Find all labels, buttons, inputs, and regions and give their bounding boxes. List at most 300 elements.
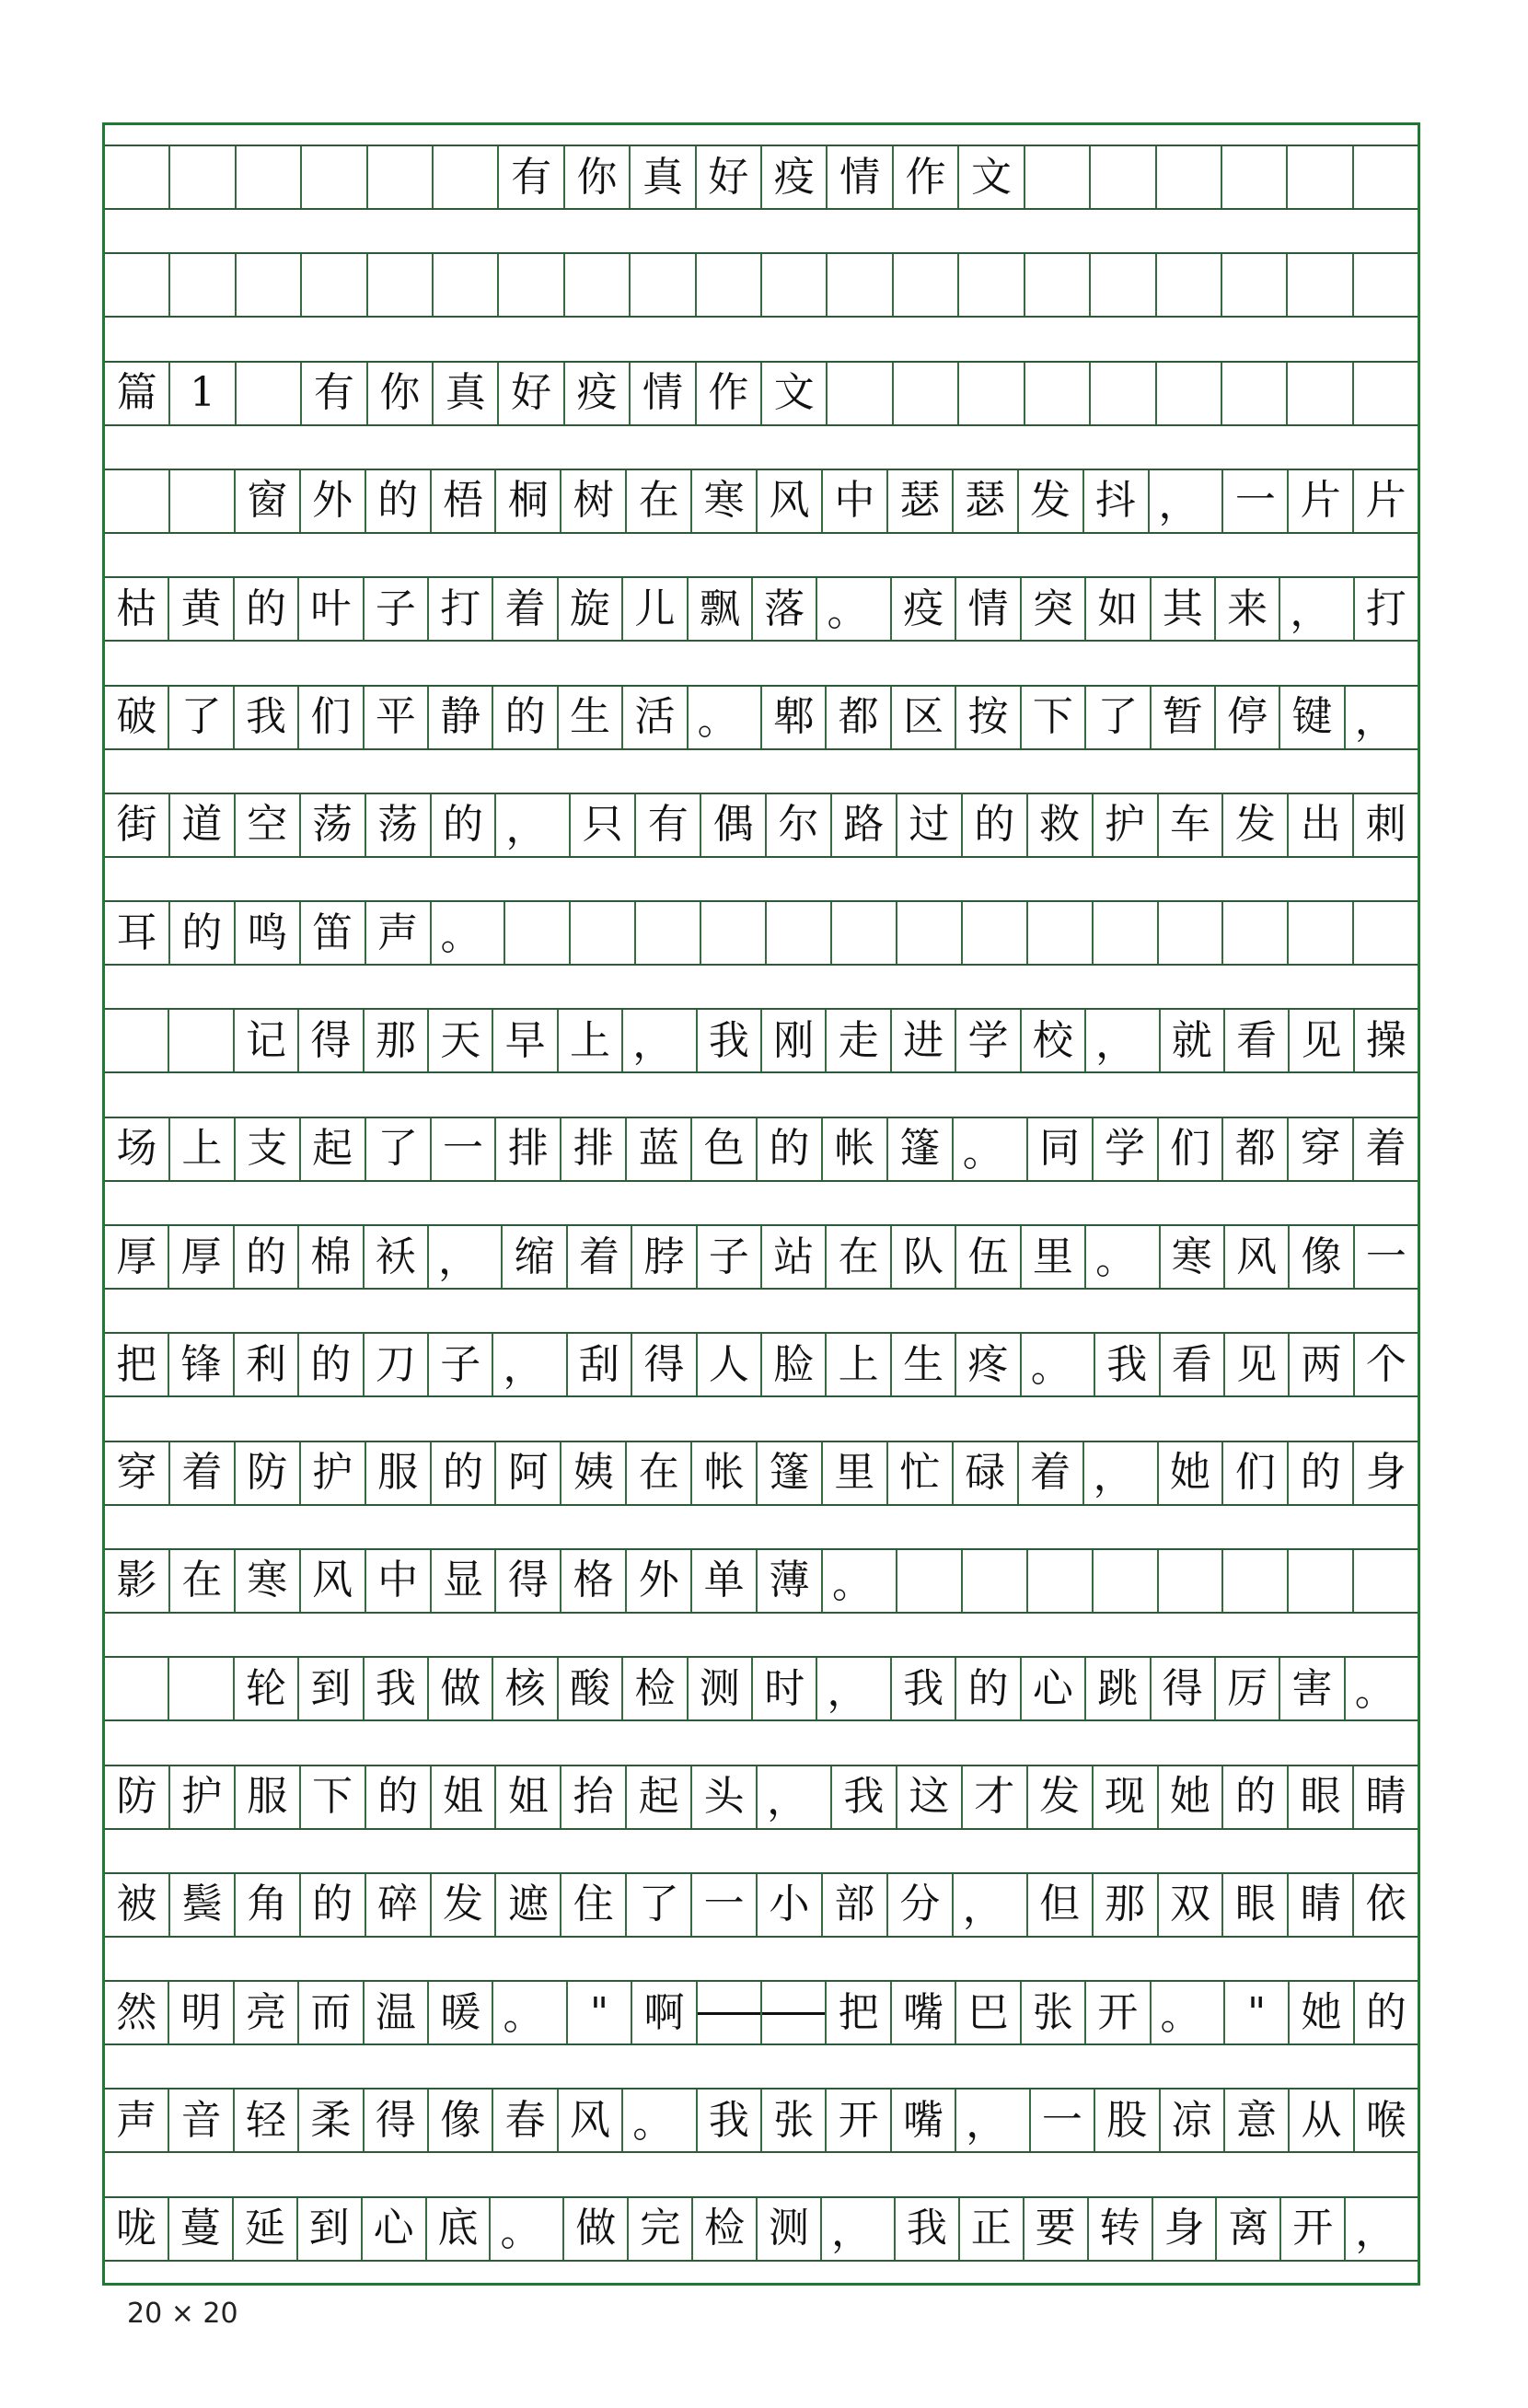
grid-cell: 张 — [760, 2090, 825, 2151]
grid-cell: 车 — [1157, 794, 1222, 856]
grid-cell: 声 — [365, 902, 430, 964]
grid-cell: 一 — [1353, 1226, 1418, 1288]
grid-cell: 。 — [1344, 1658, 1418, 1719]
grid-cell — [696, 1982, 760, 2043]
grid-cell: 都 — [1221, 1118, 1287, 1180]
grid-cell-empty — [1352, 1550, 1418, 1612]
grid-cell: 防 — [234, 1442, 299, 1504]
grid-cell: 梧 — [430, 470, 495, 532]
grid-cell: 按 — [955, 687, 1019, 748]
grid-cell: 阿 — [494, 1442, 560, 1504]
grid-cell: 的 — [233, 1226, 297, 1288]
grid-cell: 疼 — [955, 1334, 1019, 1395]
grid-cell: 显 — [430, 1550, 495, 1612]
grid-cell-empty — [1157, 1550, 1222, 1612]
grid-cell: 着 — [492, 578, 556, 640]
grid-cell: 场 — [116, 1125, 157, 1173]
grid-cell: 寒 — [690, 470, 756, 532]
grid-cell-empty — [569, 902, 634, 964]
grid-cell: 眼 — [1287, 1766, 1352, 1828]
grid-cell-empty — [168, 254, 234, 316]
grid-cell: 轮 — [233, 1658, 297, 1719]
grid-cell: 的 — [1353, 1982, 1418, 2043]
grid-cell-empty — [105, 470, 168, 532]
grid-row — [105, 685, 1418, 750]
grid-row — [105, 1765, 1418, 1830]
grid-cell: 伍 — [955, 1226, 1019, 1288]
grid-cell: 身 — [1352, 1442, 1418, 1504]
grid-cell: 暖 — [427, 1982, 492, 2043]
grid-cell: 发 — [1026, 1766, 1092, 1828]
grid-cell: 睛 — [1287, 1874, 1352, 1936]
grid-cell-empty — [432, 146, 497, 208]
grid-cell: 那 — [1092, 1874, 1157, 1936]
grid-cell-empty — [1157, 902, 1222, 964]
grid-cell: 得 — [297, 1010, 362, 1071]
grid-cell: 来 — [1214, 578, 1279, 640]
grid-cell: 嘴 — [890, 1982, 955, 2043]
grid-cell-empty — [1089, 363, 1154, 424]
grid-cell: 做 — [427, 1658, 492, 1719]
grid-cell: 救 — [1026, 794, 1092, 856]
grid-cell: 这 — [896, 1766, 961, 1828]
grid-cell: 见 — [1223, 1334, 1288, 1395]
grid-cell: 好 — [497, 363, 562, 424]
grid-cell-empty — [629, 254, 694, 316]
grid-cell: 平 — [363, 687, 427, 748]
grid-cell: 遮 — [494, 1874, 560, 1936]
grid-cell: 酸 — [557, 1658, 621, 1719]
grid-cell: 轻 — [233, 2090, 297, 2151]
grid-cell: 穿 — [116, 1449, 157, 1497]
grid-cell: 突 — [1020, 578, 1084, 640]
grid-cell: 暂 — [1150, 687, 1214, 748]
grid-cell: 到 — [297, 1658, 362, 1719]
grid-cell-empty — [1352, 363, 1418, 424]
grid-cell: 支 — [234, 1118, 299, 1180]
grid-cell: 风 — [1223, 1226, 1288, 1288]
grid-cell-empty — [168, 1010, 232, 1071]
grid-cell: 看 — [1223, 1010, 1288, 1071]
grid-cell: 护 — [299, 1442, 365, 1504]
grid-cell: 。 — [821, 1550, 896, 1612]
grid-cell: 防 — [116, 1773, 157, 1820]
grid-cell-empty — [957, 363, 1023, 424]
grid-cell-empty — [1352, 146, 1418, 208]
grid-cell: 才 — [961, 1766, 1026, 1828]
grid-cell: 都 — [825, 687, 889, 748]
grid-cell-empty — [504, 902, 569, 964]
grid-cell: 的 — [168, 902, 234, 964]
grid-cell: 疫 — [890, 578, 955, 640]
grid-cell: 厚 — [116, 1233, 157, 1280]
composition-grid-sheet — [102, 122, 1420, 2286]
grid-cell: 上 — [557, 1010, 621, 1071]
grid-cell: 真 — [629, 146, 694, 208]
grid-cell: 道 — [168, 794, 234, 856]
grid-row — [105, 1656, 1418, 1721]
grid-cell: ， — [820, 2198, 894, 2260]
grid-cell: 真 — [432, 363, 497, 424]
grid-cell: 情 — [955, 578, 1019, 640]
grid-row — [105, 1441, 1418, 1506]
grid-cell: 情 — [826, 146, 891, 208]
grid-cell: 碎 — [365, 1874, 430, 1936]
grid-cell: 锋 — [168, 1334, 232, 1395]
grid-cell: 得 — [1150, 1658, 1214, 1719]
grid-cell: 碌 — [952, 1442, 1017, 1504]
grid-cell: 。 — [1150, 1982, 1223, 2043]
grid-cell: 得 — [363, 2090, 427, 2151]
grid-cell: 得 — [494, 1550, 560, 1612]
grid-cell-empty — [1155, 363, 1221, 424]
grid-cell: 睛 — [1352, 1766, 1418, 1828]
grid-cell-empty — [1089, 254, 1154, 316]
grid-cell-empty — [1286, 363, 1351, 424]
grid-cell: 鸣 — [234, 902, 299, 964]
grid-cell-empty — [892, 363, 957, 424]
grid-cell-empty — [1155, 254, 1221, 316]
grid-cell: 里 — [821, 1442, 886, 1504]
grid-cell: 像 — [427, 2090, 492, 2151]
grid-cell: 学 — [955, 1010, 1019, 1071]
grid-cell: 角 — [234, 1874, 299, 1936]
grid-cell: 记 — [233, 1010, 297, 1071]
grid-cell: 排 — [560, 1118, 625, 1180]
grid-cell-empty — [168, 146, 234, 208]
grid-cell-empty — [105, 254, 168, 316]
grid-cell: 发 — [430, 1874, 495, 1936]
grid-cell: 们 — [1157, 1118, 1222, 1180]
grid-cell-empty — [300, 146, 365, 208]
grid-cell: ， — [1279, 578, 1352, 640]
grid-cell: 蔓 — [168, 2198, 232, 2260]
grid-cell-empty — [1221, 363, 1286, 424]
grid-cell: 开 — [1279, 2198, 1344, 2260]
grid-cell: ， — [816, 1658, 889, 1719]
grid-cell-empty — [957, 254, 1023, 316]
grid-cell: 早 — [492, 1010, 556, 1071]
grid-cell: 巴 — [955, 1982, 1019, 2043]
grid-cell-empty — [1221, 1550, 1287, 1612]
grid-cell: 明 — [168, 1982, 232, 2043]
grid-row — [105, 900, 1418, 966]
grid-cell-empty — [760, 254, 826, 316]
grid-cell-empty — [497, 254, 562, 316]
grid-cell: 片 — [1352, 470, 1418, 532]
grid-cell: 下 — [1020, 687, 1084, 748]
grid-cell: 脖 — [631, 1226, 695, 1288]
grid-cell: 底 — [425, 2198, 490, 2260]
grid-cell: 在 — [625, 1442, 690, 1504]
grid-cell: 薄 — [756, 1550, 821, 1612]
grid-cell: 现 — [1092, 1766, 1157, 1828]
grid-cell: 完 — [627, 2198, 691, 2260]
grid-cell-empty — [1287, 1550, 1352, 1612]
grid-cell-empty — [1352, 254, 1418, 316]
grid-cell: 凉 — [1159, 2090, 1223, 2151]
grid-cell — [760, 1982, 825, 2043]
grid-cell: 从 — [1288, 2090, 1352, 2151]
grid-cell: 喉 — [1353, 2090, 1418, 2151]
grid-cell: 温 — [363, 1982, 427, 2043]
grid-cell: 服 — [365, 1442, 430, 1504]
grid-cell-empty — [235, 146, 300, 208]
grid-cell-empty — [235, 254, 300, 316]
grid-cell: 活 — [621, 687, 686, 748]
grid-cell: 核 — [492, 1658, 556, 1719]
grid-cell: 个 — [1353, 1334, 1418, 1395]
grid-cell: 寒 — [1159, 1226, 1223, 1288]
grid-cell: 色 — [690, 1118, 756, 1180]
grid-cell: 你 — [563, 146, 629, 208]
grid-cell: 两 — [1288, 1334, 1352, 1395]
grid-cell: 过 — [896, 794, 961, 856]
grid-cell: " — [1223, 1982, 1288, 2043]
grid-cell: 风 — [299, 1550, 365, 1612]
grid-cell: 寒 — [234, 1550, 299, 1612]
grid-cell: 的 — [1287, 1442, 1352, 1504]
grid-cell: 一 — [1221, 470, 1287, 532]
grid-cell: 篇 — [116, 369, 157, 417]
grid-cell: 音 — [168, 2090, 232, 2151]
grid-cell-empty — [961, 1550, 1026, 1612]
grid-cell: 利 — [233, 1334, 297, 1395]
grid-cell: 区 — [890, 687, 955, 748]
grid-cell: 瑟 — [952, 470, 1017, 532]
grid-cell: 害 — [1279, 1658, 1343, 1719]
grid-cell-empty — [1286, 254, 1351, 316]
grid-cell: 停 — [1214, 687, 1279, 748]
grid-cell: 刺 — [1352, 794, 1418, 856]
grid-cell: 把 — [825, 1982, 889, 2043]
grid-cell: 声 — [116, 2096, 157, 2144]
grid-cell-empty — [1286, 146, 1351, 208]
grid-cell: 正 — [958, 2198, 1023, 2260]
grid-cell: 见 — [1288, 1010, 1352, 1071]
grid-cell: 的 — [492, 687, 556, 748]
grid-cell: 小 — [756, 1874, 821, 1936]
grid-cell: 有 — [300, 363, 365, 424]
grid-row — [105, 361, 1418, 426]
grid-cell: 双 — [1157, 1874, 1222, 1936]
grid-cell: 外 — [625, 1550, 690, 1612]
grid-cell-empty — [1024, 146, 1089, 208]
grid-cell: 忙 — [886, 1442, 952, 1504]
grid-cell: 学 — [1092, 1118, 1157, 1180]
grid-cell: 子 — [363, 578, 427, 640]
grid-cell: 作 — [892, 146, 957, 208]
grid-cell: 窗 — [234, 470, 299, 532]
grid-cell: 我 — [233, 687, 297, 748]
grid-cell: 抬 — [560, 1766, 625, 1828]
grid-cell: 帐 — [690, 1442, 756, 1504]
grid-cell: 文 — [957, 146, 1023, 208]
grid-cell: 影 — [116, 1557, 157, 1604]
grid-cell: 儿 — [621, 578, 686, 640]
grid-cell: 子 — [427, 1334, 492, 1395]
grid-cell: 操 — [1353, 1010, 1418, 1071]
grid-cell: 的 — [365, 1766, 430, 1828]
grid-cell-empty — [765, 902, 830, 964]
grid-cell: 篷 — [886, 1118, 952, 1180]
grid-cell: 的 — [756, 1118, 821, 1180]
grid-cell: 棉 — [297, 1226, 362, 1288]
grid-cell-empty — [961, 902, 1026, 964]
grid-cell: 住 — [560, 1874, 625, 1936]
grid-cell: 下 — [299, 1766, 365, 1828]
grid-row — [105, 576, 1418, 642]
grid-row — [105, 1008, 1418, 1073]
grid-cell: 空 — [234, 794, 299, 856]
grid-cell: 旋 — [557, 578, 621, 640]
grid-cell: 眼 — [1221, 1874, 1287, 1936]
grid-cell: 张 — [1020, 1982, 1084, 2043]
grid-cell: 在 — [825, 1226, 889, 1288]
grid-cell: " — [566, 1982, 631, 2043]
grid-cell: 厉 — [1214, 1658, 1279, 1719]
grid-cell: ， — [621, 1010, 695, 1071]
grid-cell: 的 — [365, 470, 430, 532]
grid-cell: 人 — [696, 1334, 760, 1395]
grid-row — [105, 793, 1418, 858]
grid-cell: 我 — [894, 2198, 958, 2260]
grid-cell: 的 — [430, 1442, 495, 1504]
grid-cell: 春 — [492, 2090, 556, 2151]
grid-cell-empty — [432, 254, 497, 316]
grid-cell-empty — [300, 254, 365, 316]
grid-cell: 出 — [1287, 794, 1352, 856]
grid-cell: 跳 — [1084, 1658, 1149, 1719]
grid-cell-empty — [1221, 146, 1286, 208]
grid-cell: 了 — [1084, 687, 1149, 748]
grid-row — [105, 252, 1418, 318]
grid-cell: 站 — [760, 1226, 825, 1288]
grid-cell: 把 — [116, 1340, 157, 1388]
grid-cell: 生 — [890, 1334, 955, 1395]
grid-cell: 而 — [297, 1982, 362, 2043]
grid-cell-empty — [563, 254, 629, 316]
grid-cell: 黄 — [168, 578, 232, 640]
grid-cell-empty — [105, 1658, 168, 1719]
grid-cell: ， — [756, 1766, 830, 1828]
grid-cell: 天 — [427, 1010, 492, 1071]
grid-cell: 然 — [116, 1988, 157, 2036]
grid-cell: 飘 — [687, 578, 751, 640]
grid-cell: 身 — [1152, 2198, 1216, 2260]
grid-cell: 着 — [566, 1226, 631, 1288]
grid-cell: 片 — [1287, 470, 1352, 532]
grid-cell: 笛 — [299, 902, 365, 964]
grid-cell: 头 — [690, 1766, 756, 1828]
grid-cell: 了 — [365, 1118, 430, 1180]
grid-cell: 有 — [497, 146, 562, 208]
grid-cell-empty — [826, 363, 891, 424]
grid-cell: 。 — [621, 2090, 695, 2151]
grid-cell: 一 — [430, 1118, 495, 1180]
grid-cell: 。 — [1020, 1334, 1094, 1395]
grid-cell: 你 — [366, 363, 432, 424]
grid-cell: 格 — [560, 1550, 625, 1612]
grid-cell: ， — [494, 794, 569, 856]
grid-cell: 一 — [1029, 2090, 1094, 2151]
grid-cell: 到 — [296, 2198, 361, 2260]
grid-cell: ， — [1148, 470, 1222, 532]
grid-cell-empty — [634, 902, 700, 964]
grid-cell: 像 — [1288, 1226, 1352, 1288]
grid-cell-empty — [1287, 902, 1352, 964]
grid-cell: 叶 — [297, 578, 362, 640]
grid-cell: ， — [1082, 1442, 1157, 1504]
grid-cell: 刚 — [760, 1010, 825, 1071]
grid-cell: 情 — [629, 363, 694, 424]
grid-cell: 荡 — [299, 794, 365, 856]
grid-cell: 打 — [427, 578, 492, 640]
grid-size-label: 20 × 20 — [127, 2298, 238, 2330]
grid-cell: 的 — [297, 1334, 362, 1395]
grid-cell: 检 — [621, 1658, 686, 1719]
grid-cell: 篷 — [756, 1442, 821, 1504]
grid-cell: 时 — [751, 1658, 816, 1719]
grid-cell: 转 — [1087, 2198, 1152, 2260]
grid-cell: 郫 — [760, 687, 825, 748]
grid-cell-empty — [896, 1550, 961, 1612]
grid-cell: 离 — [1215, 2198, 1279, 2260]
grid-cell: 队 — [890, 1226, 955, 1288]
grid-cell-empty — [1026, 902, 1092, 964]
grid-cell: 在 — [168, 1550, 234, 1612]
grid-cell: 同 — [1026, 1118, 1092, 1180]
grid-cell: 着 — [1352, 1118, 1418, 1180]
grid-cell: 服 — [234, 1766, 299, 1828]
grid-cell: 其 — [1150, 578, 1214, 640]
grid-cell: 如 — [1084, 578, 1149, 640]
grid-cell: 帐 — [821, 1118, 886, 1180]
grid-cell: 缩 — [501, 1226, 565, 1288]
grid-cell: 意 — [1223, 2090, 1288, 2151]
grid-cell: 生 — [557, 687, 621, 748]
grid-cell: 刮 — [566, 1334, 631, 1395]
grid-cell: 得 — [631, 1334, 695, 1395]
grid-cell: 的 — [955, 1658, 1019, 1719]
grid-cell: 就 — [1159, 1010, 1223, 1071]
grid-row — [105, 1872, 1418, 1938]
grid-cell: 要 — [1023, 2198, 1087, 2260]
grid-cell-empty — [1092, 902, 1157, 964]
grid-cell: 我 — [1094, 1334, 1158, 1395]
grid-cell-empty — [105, 146, 168, 208]
grid-row — [105, 1548, 1418, 1614]
grid-cell: 姨 — [560, 1442, 625, 1504]
grid-cell-empty — [700, 902, 765, 964]
grid-cell: 测 — [687, 1658, 751, 1719]
grid-cell: 的 — [233, 578, 297, 640]
grid-cell-empty — [830, 902, 896, 964]
grid-cell: 她 — [1288, 1982, 1352, 2043]
grid-cell-empty — [1089, 146, 1154, 208]
grid-cell: 里 — [1020, 1226, 1084, 1288]
grid-cell: ， — [1344, 687, 1418, 748]
grid-cell: 厚 — [168, 1226, 232, 1288]
grid-row — [105, 145, 1418, 210]
grid-cell-empty — [235, 363, 300, 424]
grid-cell: ， — [1344, 2198, 1418, 2260]
grid-cell: 落 — [751, 578, 816, 640]
grid-cell-empty — [1221, 254, 1286, 316]
grid-cell: 我 — [696, 2090, 760, 2151]
grid-cell: 我 — [830, 1766, 896, 1828]
grid-cell: 枯 — [116, 585, 157, 632]
